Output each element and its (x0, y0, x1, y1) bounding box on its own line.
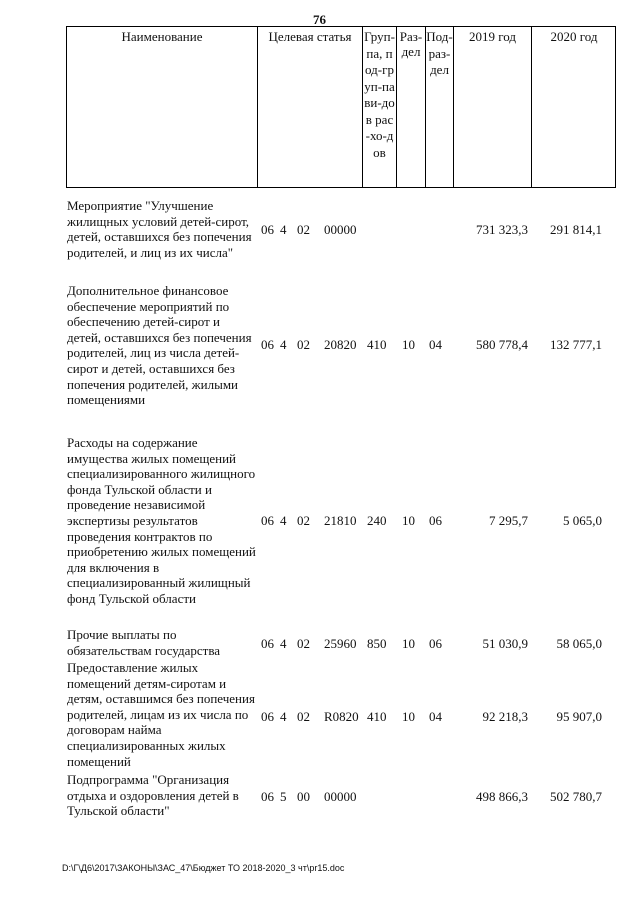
code-program: 06 (261, 337, 274, 352)
row-name: Дополнительное финансовое обеспечение мероприятий по обеспечению детей-сирот и детей, оставшихся без попечения родителей, лиц из числа детей-сирот и детей, оставшихся без попечения родителей, жилыми помещениями (67, 283, 252, 408)
header-group: Груп-па, под-груп-па ви-дов рас-хо-дов (364, 29, 395, 160)
header-name: Наименование (121, 29, 203, 44)
value-2019: 498 866,3 (476, 789, 528, 804)
code-direction: 00000 (324, 222, 357, 237)
code-subprogram: 4 (280, 222, 287, 237)
header-target: Целевая статья (268, 29, 352, 44)
value-2019: 7 295,7 (489, 513, 528, 528)
code-expense-group: 850 (367, 636, 387, 651)
code-program: 06 (261, 513, 274, 528)
code-subsection: 04 (429, 337, 442, 352)
value-2019: 51 030,9 (482, 636, 528, 651)
code-expense-group: 410 (367, 709, 387, 724)
file-path-footer: D:\Г\Д6\2017\ЗАКОНЫ\ЗАС_47\Бюджет ТО 2018-2020_3 чт\pr15.doc (62, 863, 345, 873)
value-2019: 731 323,3 (476, 222, 528, 237)
value-2020: 5 065,0 (563, 513, 602, 528)
code-section: 10 (402, 513, 415, 528)
value-2020: 502 780,7 (550, 789, 602, 804)
code-program: 06 (261, 222, 274, 237)
code-main-event: 00 (297, 789, 310, 804)
row-name: Расходы на содержание имущества жилых помещений специализированного жилищного фонда Тульской области и проведение независимой экспертизы результатов проведения контрактов по приобретению жилых помещений для включения в специализированный жилищный фонд Тульской области (67, 435, 256, 606)
code-subsection: 04 (429, 709, 442, 724)
value-2020: 58 065,0 (556, 636, 602, 651)
header-divider (257, 27, 258, 187)
code-section: 10 (402, 709, 415, 724)
code-direction: 25960 (324, 636, 357, 651)
table-header (66, 26, 616, 188)
code-main-event: 02 (297, 513, 310, 528)
code-main-event: 02 (297, 337, 310, 352)
code-program: 06 (261, 709, 274, 724)
code-direction: 20820 (324, 337, 357, 352)
header-2020: 2020 год (550, 29, 598, 44)
row-name: Мероприятие "Улучшение жилищных условий детей-сирот, детей, оставшихся без попечения родителей, и лиц из их числа" (67, 198, 252, 260)
code-subprogram: 4 (280, 337, 287, 352)
code-subprogram: 4 (280, 513, 287, 528)
code-program: 06 (261, 789, 274, 804)
code-main-event: 02 (297, 709, 310, 724)
header-section: Раз-дел (399, 29, 423, 59)
code-subprogram: 4 (280, 709, 287, 724)
code-main-event: 02 (297, 222, 310, 237)
code-section: 10 (402, 636, 415, 651)
code-main-event: 02 (297, 636, 310, 651)
code-subprogram: 4 (280, 636, 287, 651)
code-section: 10 (402, 337, 415, 352)
code-subsection: 06 (429, 513, 442, 528)
row-name: Подпрограмма "Организация отдыха и оздоровления детей в Тульской области" (67, 772, 239, 819)
value-2019: 92 218,3 (482, 709, 528, 724)
header-divider (531, 27, 532, 187)
value-2020: 132 777,1 (550, 337, 602, 352)
code-program: 06 (261, 636, 274, 651)
value-2020: 95 907,0 (556, 709, 602, 724)
header-divider (453, 27, 454, 187)
code-subsection: 06 (429, 636, 442, 651)
value-2019: 580 778,4 (476, 337, 528, 352)
code-subprogram: 5 (280, 789, 287, 804)
row-name: Предоставление жилых помещений детям-сиротам и детям, оставшимся без попечения родителей, лицам из их числа по договорам найма специализированных жилых помещений (67, 660, 255, 769)
value-2020: 291 814,1 (550, 222, 602, 237)
code-direction: 21810 (324, 513, 357, 528)
header-2019: 2019 год (469, 29, 516, 44)
code-direction: R0820 (324, 709, 359, 724)
header-subsection: Под-раз-дел (426, 29, 453, 77)
row-name: Прочие выплаты по обязательствам государства (67, 627, 221, 658)
code-direction: 00000 (324, 789, 357, 804)
page-number: 76 (313, 12, 326, 27)
code-expense-group: 240 (367, 513, 387, 528)
code-expense-group: 410 (367, 337, 387, 352)
header-divider (362, 27, 363, 187)
